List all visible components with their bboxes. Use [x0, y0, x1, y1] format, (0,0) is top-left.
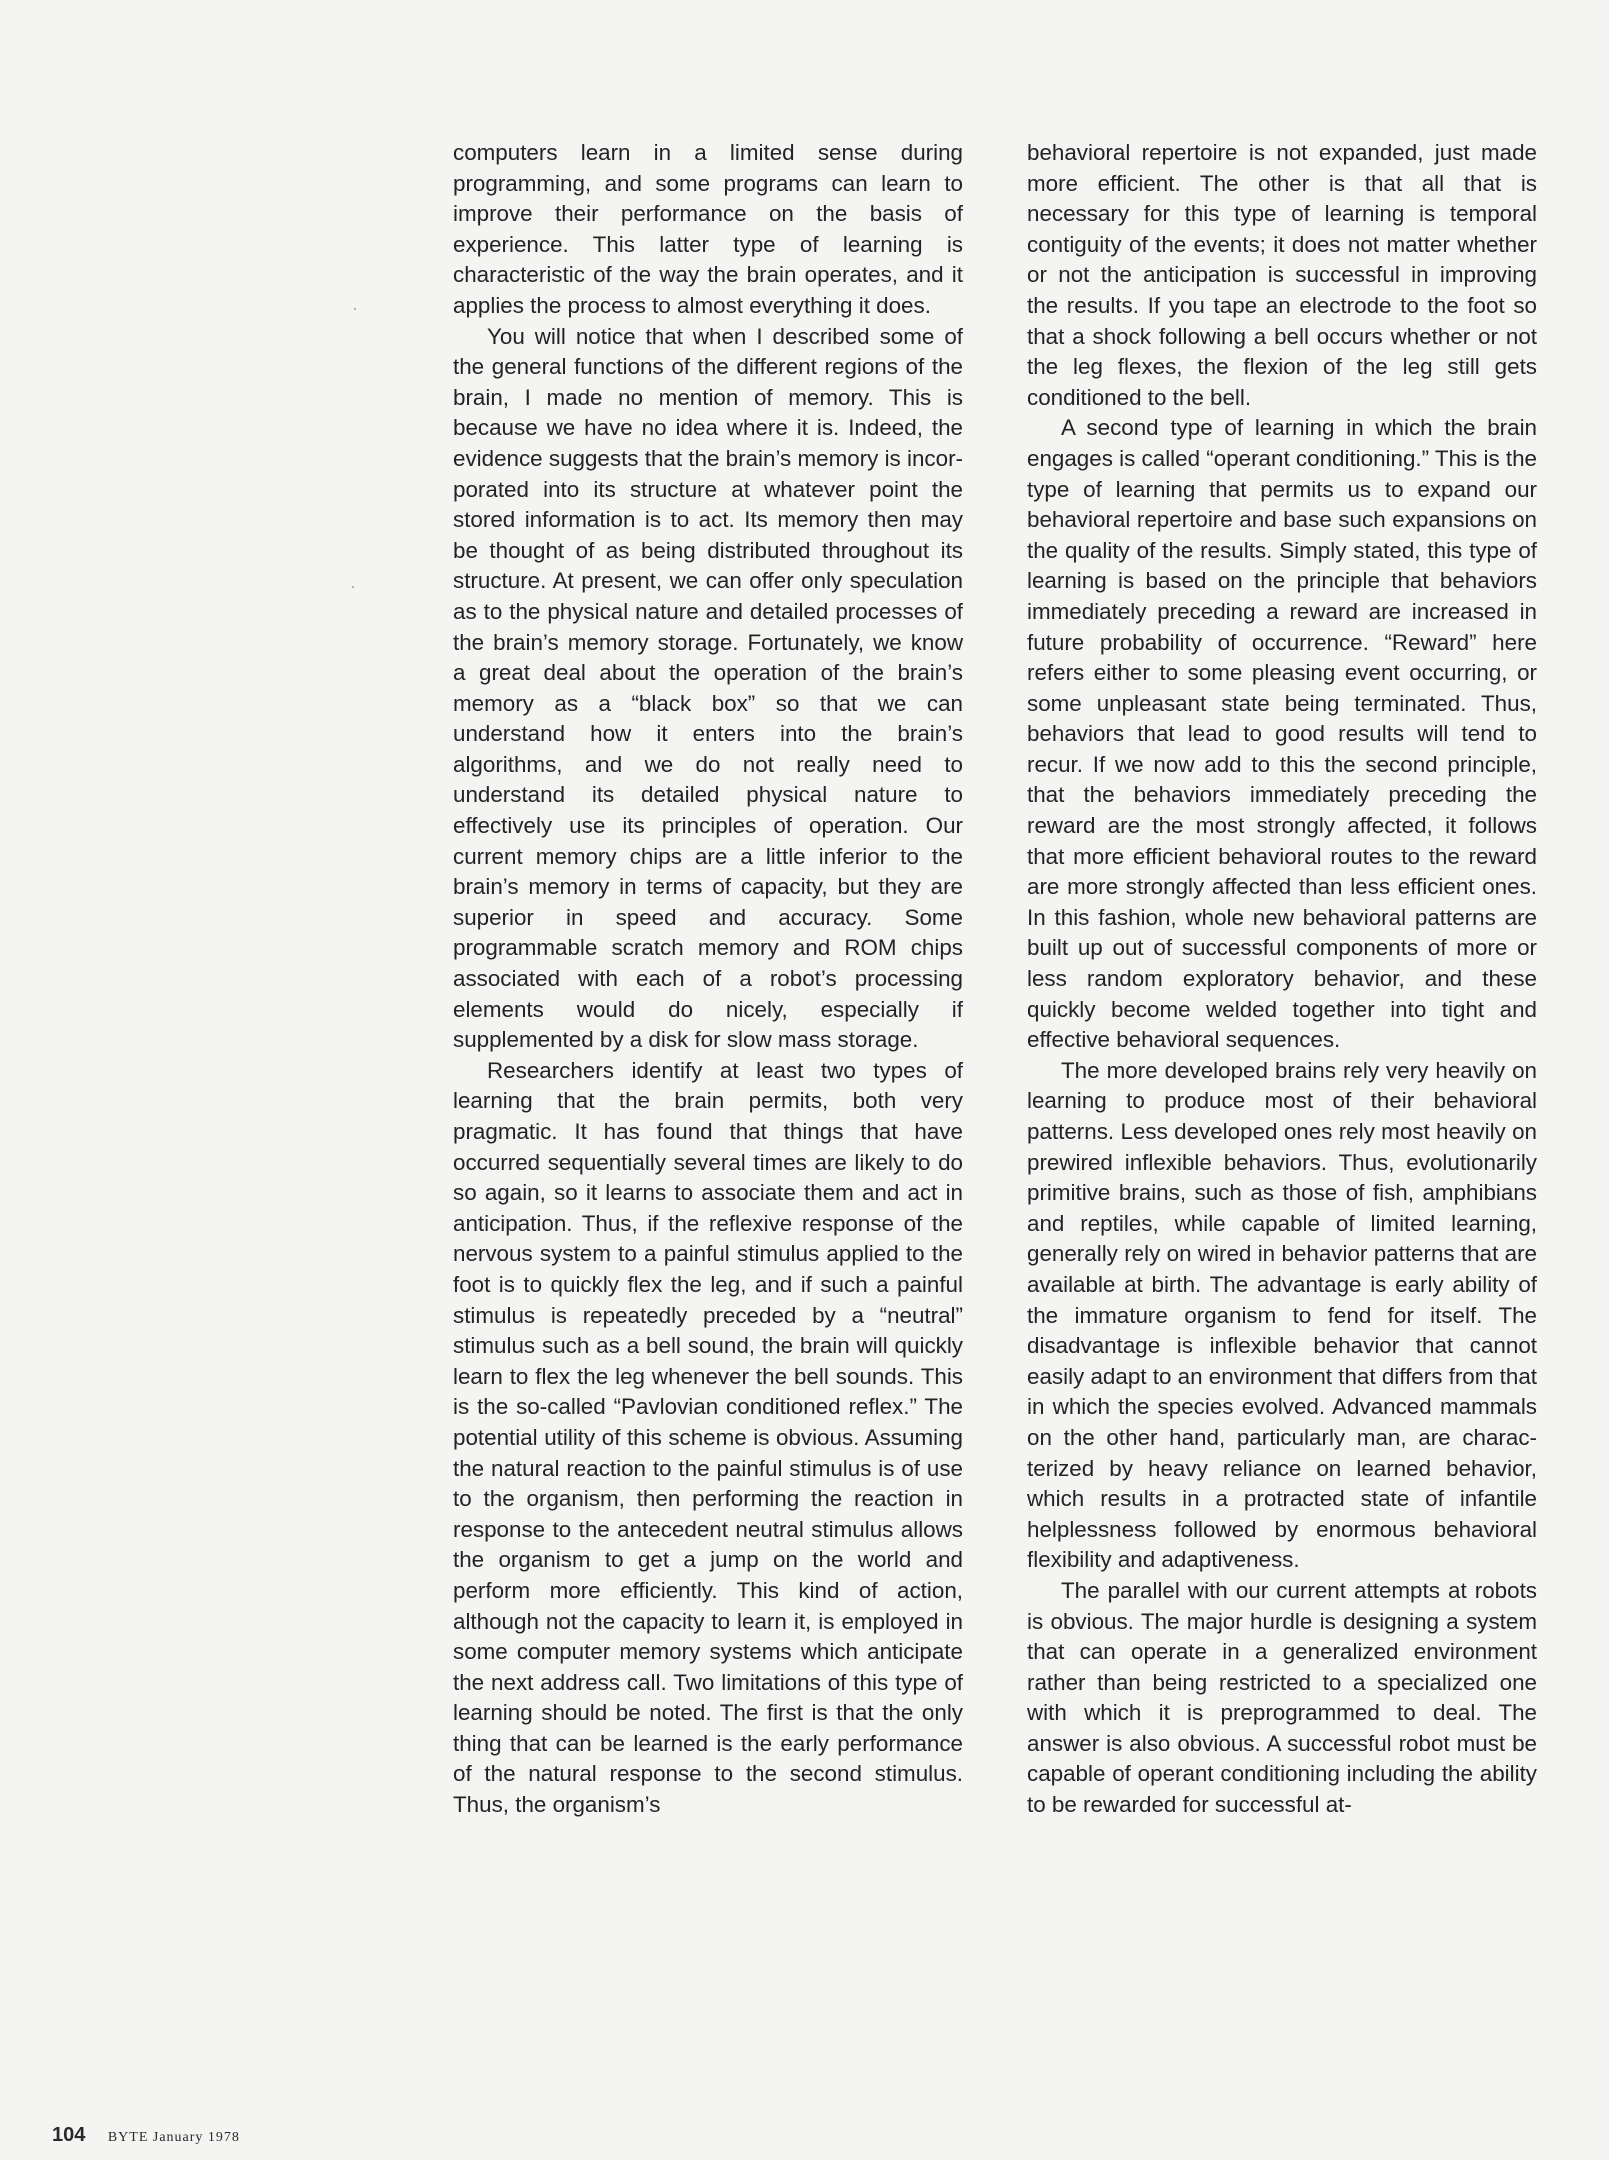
paragraph: behavioral repertoire is not expanded, just made more efficient. The other is that all that is necessary for this type of learning is temporal contiguity of the events; it does not matter whether or not the anticipation is successful in improving the results. If you tape an electrode to the foot so that a shock following a bell occurs whether or not the leg flexes, the flexion of the leg still gets conditioned to the bell.	[1027, 140, 1537, 410]
paragraph: The parallel with our current attempts at robots is obvious. The major hurdle is designing a system that can operate in a generalized environment rather than being restricted to a specialized one with which it is preprogrammed to deal. The answer is also obvious. A successful robot must be capable of operant conditioning including the ability to be rewarded for successful at-	[1027, 1577, 1537, 1818]
paper-speck	[352, 586, 354, 588]
article-column-left	[453, 138, 963, 1821]
paragraph: A second type of learning in which the brain engages is called “operant conditioning.” This is the type of learning that permits us to expand our behavioral repertoire and base such expansions on the quality of the results. Simply stated, this type of learning is based on the principle that behaviors immediately preceding a reward are increased in future probability of occurrence. “Reward” here refers either to some pleasing event occurring, or some unpleasant state being terminated. Thus, behaviors that lead to good results will tend to recur. If we now add to this the second principle, that the behaviors immediately preceding the reward are the most strongly affected, it follows that more efficient behavioral routes to the reward are more strongly affected than less efficient ones. In this fashion, whole new behavioral patterns are built up out of successful components of more or less random exploratory behavior, and these quickly become welded together into tight and effective behavioral sequences.	[1027, 415, 1537, 1053]
paper-speck	[354, 308, 356, 310]
magazine-issue: BYTE January 1978	[107, 2130, 240, 2145]
page-number: 104	[52, 2124, 86, 2146]
paragraph: computers learn in a limited sense during programming, and some programs can learn to improve their performance on the basis of experience. This latter type of learning is characteristic of the way the brain operates, and it applies the process to almost everything it does.	[453, 140, 963, 318]
paragraph: The more developed brains rely very heavily on learning to produce most of their behavioral patterns. Less developed ones rely most heavily on prewired inflexible behaviors. Thus, evolutionarily primitive brains, such as those of fish, amphibians and reptiles, while capable of limited learning, generally rely on wired in behavior patterns that are available at birth. The advantage is early ability of the immature organism to fend for itself. The disadvantage is inflexible behavior that cannot easily adapt to an environment that differs from that in which the species evolved. Advanced mammals on the other hand, particularly man, are characterized by heavy reliance on learned behavior, which results in a protracted state of infantile helplessness followed by enormous behavioral flexibility and adaptiveness.	[1027, 1057, 1537, 1573]
paragraph: You will notice that when I described some of the general functions of the different regions of the brain, I made no mention of memory. This is because we have no idea where it is. Indeed, the evidence suggests that the brain’s memory is incorporated into its structure at whatever point the stored information is to act. Its memory then may be thought of as being distributed throughout its structure. At present, we can offer only speculation as to the physical nature and detailed processes of the brain’s memory storage. Fortunately, we know a great deal about the operation of the brain’s memory as a “black box” so that we can understand how it enters into the brain’s algorithms, and we do not really need to understand its detailed physical nature to effectively use its principles of operation. Our current memory chips are a little inferior to the brain’s memory in terms of capacity, but they are superior in speed and accuracy. Some programmable scratch memory and ROM chips associated with each of a robot’s processing elements would do nicely, especially if supplemented by a disk for slow mass storage.	[453, 323, 963, 1053]
page-footer	[52, 2124, 240, 2147]
paragraph: Researchers identify at least two types of learning that the brain permits, both very pragmatic. It has found that things that have occurred sequentially several times are likely to do so again, so it learns to associate them and act in anticipation. Thus, if the reflexive response of the nervous system to a painful stimulus applied to the foot is to quickly flex the leg, and if such a painful stimulus is repeatedly preceded by a “neutral” stimulus such as a bell sound, the brain will quickly learn to flex the leg whenever the bell sounds. This is the so-called “Pavlovian conditioned reflex.” The potential utility of this scheme is obvious. Assuming the natural reaction to the painful stimulus is of use to the organism, then performing the reaction in response to the antecedent neutral stimulus allows the organism to get a jump on the world and perform more efficiently. This kind of action, although not the capacity to learn it, is employed in some computer memory systems which anticipate the next address call. Two limitations of this type of learning should be noted. The first is that the only thing that can be learned is the early performance of the natural response to the second stimulus. Thus, the organism’s	[453, 1057, 963, 1818]
article-column-right	[1027, 138, 1537, 1821]
